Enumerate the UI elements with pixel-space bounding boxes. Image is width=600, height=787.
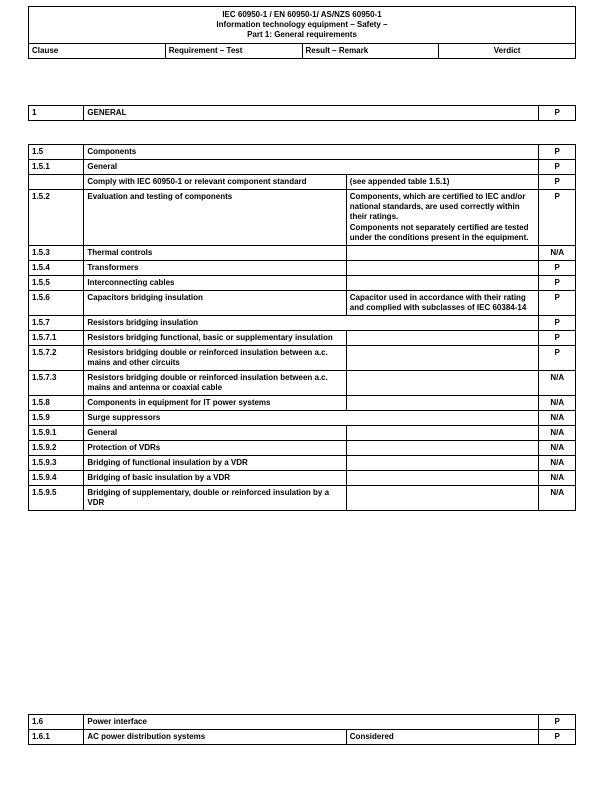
verdict-cell: P [539,316,576,331]
table-row [29,331,576,346]
requirement-cell: Resistors bridging double or reinforced insulation between a.c. mains and other circuits [84,346,346,371]
title-line-3: Part 1: General requirements [247,30,357,39]
table-row [29,261,576,276]
title-line-2: Information technology equipment – Safety – [216,20,388,29]
requirement-cell: AC power distribution systems [84,730,346,745]
requirement-cell: Interconnecting cables [84,276,346,291]
verdict-cell: N/A [539,486,576,511]
remark-cell [346,730,539,745]
remark-cell [346,456,539,471]
clause-cell: 1.6 [29,715,84,730]
requirement-cell: Protection of VDRs [84,441,346,456]
clause-cell: 1.5.8 [29,396,84,411]
requirement-cell: Thermal controls [84,246,346,261]
clause-cell: 1.5.7.1 [29,331,84,346]
remark-cell [346,331,539,346]
table-row [29,730,576,745]
clause-cell: 1.5.9.3 [29,456,84,471]
verdict-cell: N/A [539,396,576,411]
table-row [29,346,576,371]
table-row [29,426,576,441]
standard-title [29,7,576,44]
table-row [29,145,576,160]
clause-cell: 1.5.4 [29,261,84,276]
table-row [29,175,576,190]
table-row [29,291,576,316]
table-row [29,276,576,291]
requirement-cell: Power interface [84,715,539,730]
table-row [29,456,576,471]
verdict-cell: P [539,160,576,175]
remark-text: Components not separately certified are tested under the conditions present in the equipment. [349,223,529,242]
requirement-cell: Surge suppressors [84,411,539,426]
table-row [29,396,576,411]
verdict-cell: P [539,331,576,346]
verdict-cell: N/A [539,246,576,261]
verdict-cell: N/A [539,471,576,486]
section-1-table [28,105,576,121]
verdict-cell: N/A [539,411,576,426]
verdict-cell: N/A [539,456,576,471]
remark-cell [346,441,539,456]
clause-cell: 1.5.5 [29,276,84,291]
remark-cell [346,246,539,261]
table-row [29,471,576,486]
clause-cell: 1.5.7.3 [29,371,84,396]
col-header-verdict: Verdict [439,44,576,59]
remark-cell [346,371,539,396]
table-row [29,316,576,331]
table-row [29,371,576,396]
title-line-1: IEC 60950-1 / EN 60950-1/ AS/NZS 60950-1 [222,10,382,19]
clause-cell: 1.5.9.5 [29,486,84,511]
verdict-cell: N/A [539,441,576,456]
table-row [29,486,576,511]
col-header-clause: Clause [29,44,166,59]
requirement-cell: Capacitors bridging insulation [84,291,346,316]
clause-cell: 1.5.2 [29,190,84,246]
verdict-cell: P [539,175,576,190]
requirement-cell: General [84,160,539,175]
requirement-cell: Comply with IEC 60950-1 or relevant component standard [84,175,346,190]
table-row [29,715,576,730]
requirement-cell: Resistors bridging insulation [84,316,539,331]
remark-cell [346,471,539,486]
verdict-cell: P [539,145,576,160]
verdict-cell: P [539,730,576,745]
table-row [29,106,576,121]
col-header-requirement: Requirement – Test [165,44,302,59]
table-row [29,160,576,175]
requirement-cell: Resistors bridging functional, basic or supplementary insulation [84,331,346,346]
requirement-cell: Evaluation and testing of components [84,190,346,246]
remark-cell [346,426,539,441]
report-header-table [28,6,576,59]
clause-cell: 1.5.9.2 [29,441,84,456]
clause-cell: 1.5.6 [29,291,84,316]
verdict-cell: P [539,276,576,291]
col-header-remark: Result – Remark [302,44,439,59]
verdict-cell: P [539,291,576,316]
clause-cell: 1.5.7 [29,316,84,331]
verdict-cell: P [539,106,576,121]
requirement-cell: GENERAL [84,106,539,121]
remark-cell [346,276,539,291]
requirement-cell: Components [84,145,539,160]
requirement-cell: General [84,426,346,441]
table-row [29,441,576,456]
remark-cell [346,291,539,316]
verdict-cell: P [539,715,576,730]
remark-text: (see appended table 1.5.1) [349,177,450,186]
remark-cell [346,261,539,276]
requirement-cell: Bridging of basic insulation by a VDR [84,471,346,486]
verdict-cell: N/A [539,371,576,396]
clause-cell: 1.5.9.4 [29,471,84,486]
clause-cell: 1.5.1 [29,160,84,175]
remark-cell [346,190,539,246]
table-row [29,411,576,426]
verdict-cell: P [539,346,576,371]
remark-cell [346,486,539,511]
remark-text: Capacitor used in accordance with their rating and complied with subclasses of IEC 60384-14 [349,293,527,312]
remark-text: Components, which are certified to IEC and/or national standards, are used correctly within their ratings. [349,192,526,221]
clause-cell: 1.5.7.2 [29,346,84,371]
requirement-cell: Bridging of functional insulation by a VDR [84,456,346,471]
clause-cell: 1.6.1 [29,730,84,745]
requirement-cell: Bridging of supplementary, double or reinforced insulation by a VDR [84,486,346,511]
clause-cell: 1.5.9.1 [29,426,84,441]
table-row [29,190,576,246]
section-1-5-table [28,144,576,511]
table-row [29,246,576,261]
requirement-cell: Resistors bridging double or reinforced insulation between a.c. mains and antenna or coaxial cable [84,371,346,396]
clause-cell: 1 [29,106,84,121]
remark-cell [346,396,539,411]
remark-cell [346,175,539,190]
clause-cell: 1.5.9 [29,411,84,426]
verdict-cell: P [539,261,576,276]
clause-cell: 1.5.3 [29,246,84,261]
verdict-cell: N/A [539,426,576,441]
verdict-cell: P [539,190,576,246]
remark-text: Considered [349,732,394,741]
clause-cell [29,175,84,190]
remark-cell [346,346,539,371]
requirement-cell: Components in equipment for IT power systems [84,396,346,411]
requirement-cell: Transformers [84,261,346,276]
clause-cell: 1.5 [29,145,84,160]
section-1-6-table [28,714,576,745]
